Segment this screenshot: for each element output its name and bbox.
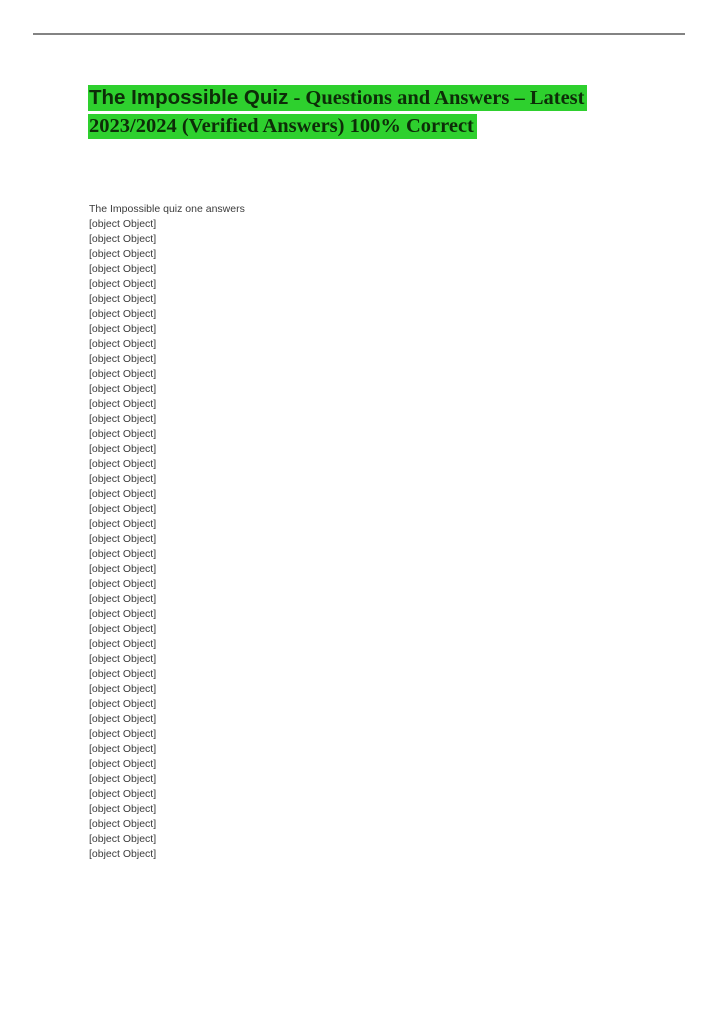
qa-line: [object Object] <box>89 728 157 740</box>
qa-line: [object Object] <box>89 308 157 320</box>
qa-line: [object Object] <box>89 218 157 230</box>
qa-line: [object Object] <box>89 563 157 575</box>
qa-line: [object Object] <box>89 743 157 755</box>
list-intro: The Impossible quiz one answers <box>89 203 245 215</box>
qa-line: [object Object] <box>89 353 157 365</box>
title-line-1-sans: The Impossible Quiz <box>89 86 289 109</box>
qa-line: [object Object] <box>89 773 157 785</box>
qa-line: [object Object] <box>89 383 157 395</box>
qa-line: [object Object] <box>89 263 157 275</box>
title-line-1 <box>88 85 587 111</box>
qa-line: [object Object] <box>89 623 157 635</box>
qa-line: [object Object] <box>89 668 157 680</box>
title-line-2: 2023/2024 (Verified Answers) 100% Correct <box>88 114 477 139</box>
qa-line: [object Object] <box>89 533 157 545</box>
page-title <box>88 84 668 140</box>
qa-line: [object Object] <box>89 788 157 800</box>
qa-line: [object Object] <box>89 713 157 725</box>
qa-line: [object Object] <box>89 518 157 530</box>
qa-line: [object Object] <box>89 413 157 425</box>
qa-line: [object Object] <box>89 473 157 485</box>
qa-line: [object Object] <box>89 368 157 380</box>
qa-line: [object Object] <box>89 698 157 710</box>
qa-line: [object Object] <box>89 683 157 695</box>
qa-line: [object Object] <box>89 323 157 335</box>
qa-line: [object Object] <box>89 848 157 860</box>
title-line-1-serif: - Questions and Answers – Latest <box>288 87 585 109</box>
qa-line: [object Object] <box>89 278 157 290</box>
qa-line: [object Object] <box>89 638 157 650</box>
qa-line: [object Object] <box>89 653 157 665</box>
qa-line: [object Object] <box>89 833 157 845</box>
qa-line: [object Object] <box>89 578 157 590</box>
qa-line: [object Object] <box>89 293 157 305</box>
qa-line: [object Object] <box>89 458 157 470</box>
qa-line: [object Object] <box>89 338 157 350</box>
qa-line: [object Object] <box>89 758 157 770</box>
qa-line: [object Object] <box>89 803 157 815</box>
qa-line: [object Object] <box>89 248 157 260</box>
top-divider <box>33 33 685 35</box>
qa-lines-container <box>89 217 245 862</box>
qa-line: [object Object] <box>89 548 157 560</box>
qa-line: [object Object] <box>89 608 157 620</box>
qa-line: [object Object] <box>89 503 157 515</box>
qa-line: [object Object] <box>89 398 157 410</box>
qa-line: [object Object] <box>89 233 157 245</box>
qa-line: [object Object] <box>89 488 157 500</box>
qa-line: [object Object] <box>89 818 157 830</box>
answers-list <box>89 202 245 862</box>
qa-line: [object Object] <box>89 443 157 455</box>
qa-line: [object Object] <box>89 593 157 605</box>
qa-line: [object Object] <box>89 428 157 440</box>
